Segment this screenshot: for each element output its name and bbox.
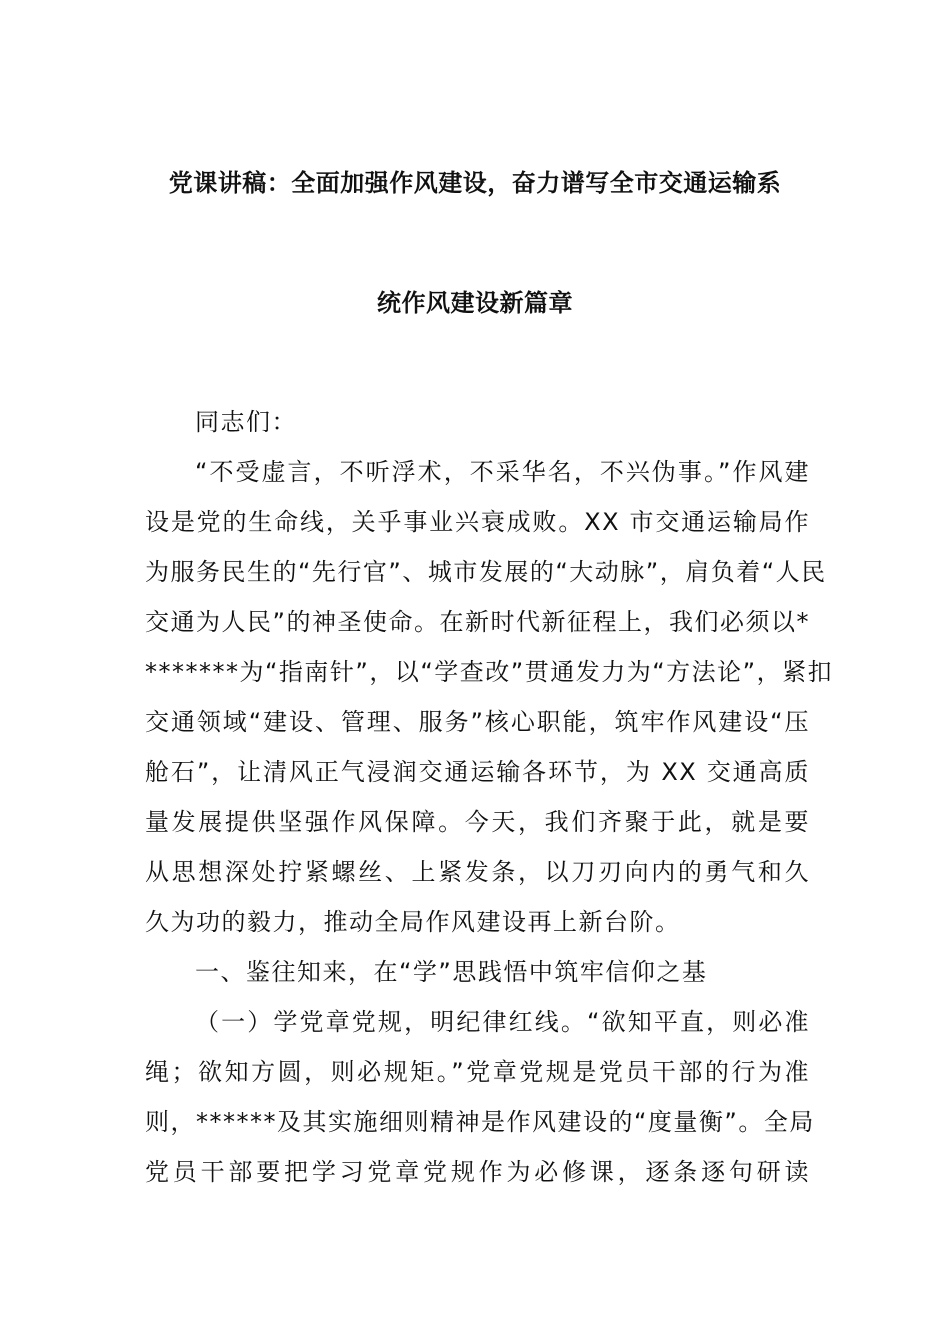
document-title-line-1: 党课讲稿：全面加强作风建设，奋力谱写全市交通运输系 [168,169,782,197]
paragraph-line: 从思想深处拧紧螺丝、上紧发条，以刀刃向内的勇气和久 [145,858,810,886]
paragraph-line: 舱石”，让清风正气浸润交通运输各环节，为 XX 交通高质 [145,758,810,786]
section-heading: 一、鉴往知来，在“学”思践悟中筑牢信仰之基 [195,958,708,986]
paragraph-line: 党员干部要把学习党章党规作为必修课，逐条逐句研读 [145,1158,810,1186]
paragraph-line: 久为功的毅力，推动全局作风建设再上新台阶。 [145,908,681,936]
paragraph-line: 设是党的生命线，关乎事业兴衰成败。XX 市交通运输局作 [145,508,810,536]
paragraph-line: 交通为人民”的神圣使命。在新时代新征程上，我们必须以* [145,608,810,636]
paragraph-line: “不受虚言，不听浮术，不采华名，不兴伪事。”作风建 [195,458,810,486]
subsection-line: （一）学党章党规，明纪律红线。“欲知平直，则必准 [195,1008,810,1036]
paragraph-line: 则，******及其实施细则精神是作风建设的“度量衡”。全局 [145,1108,815,1136]
paragraph-line: 绳；欲知方圆，则必规矩。”党章党规是党员干部的行为准 [145,1058,810,1086]
paragraph-line: *******为“指南针”，以“学查改”贯通发力为“方法论”，紧扣 [145,658,834,686]
document-title-line-2: 统作风建设新篇章 [377,289,573,317]
paragraph-line: 交通领域“建设、管理、服务”核心职能，筑牢作风建设“压 [145,708,810,736]
salutation: 同志们： [195,408,297,436]
paragraph-line: 量发展提供坚强作风保障。今天，我们齐聚于此，就是要 [145,808,810,836]
paragraph-line: 为服务民生的“先行官”、城市发展的“大动脉”，肩负着“人民 [145,558,827,586]
